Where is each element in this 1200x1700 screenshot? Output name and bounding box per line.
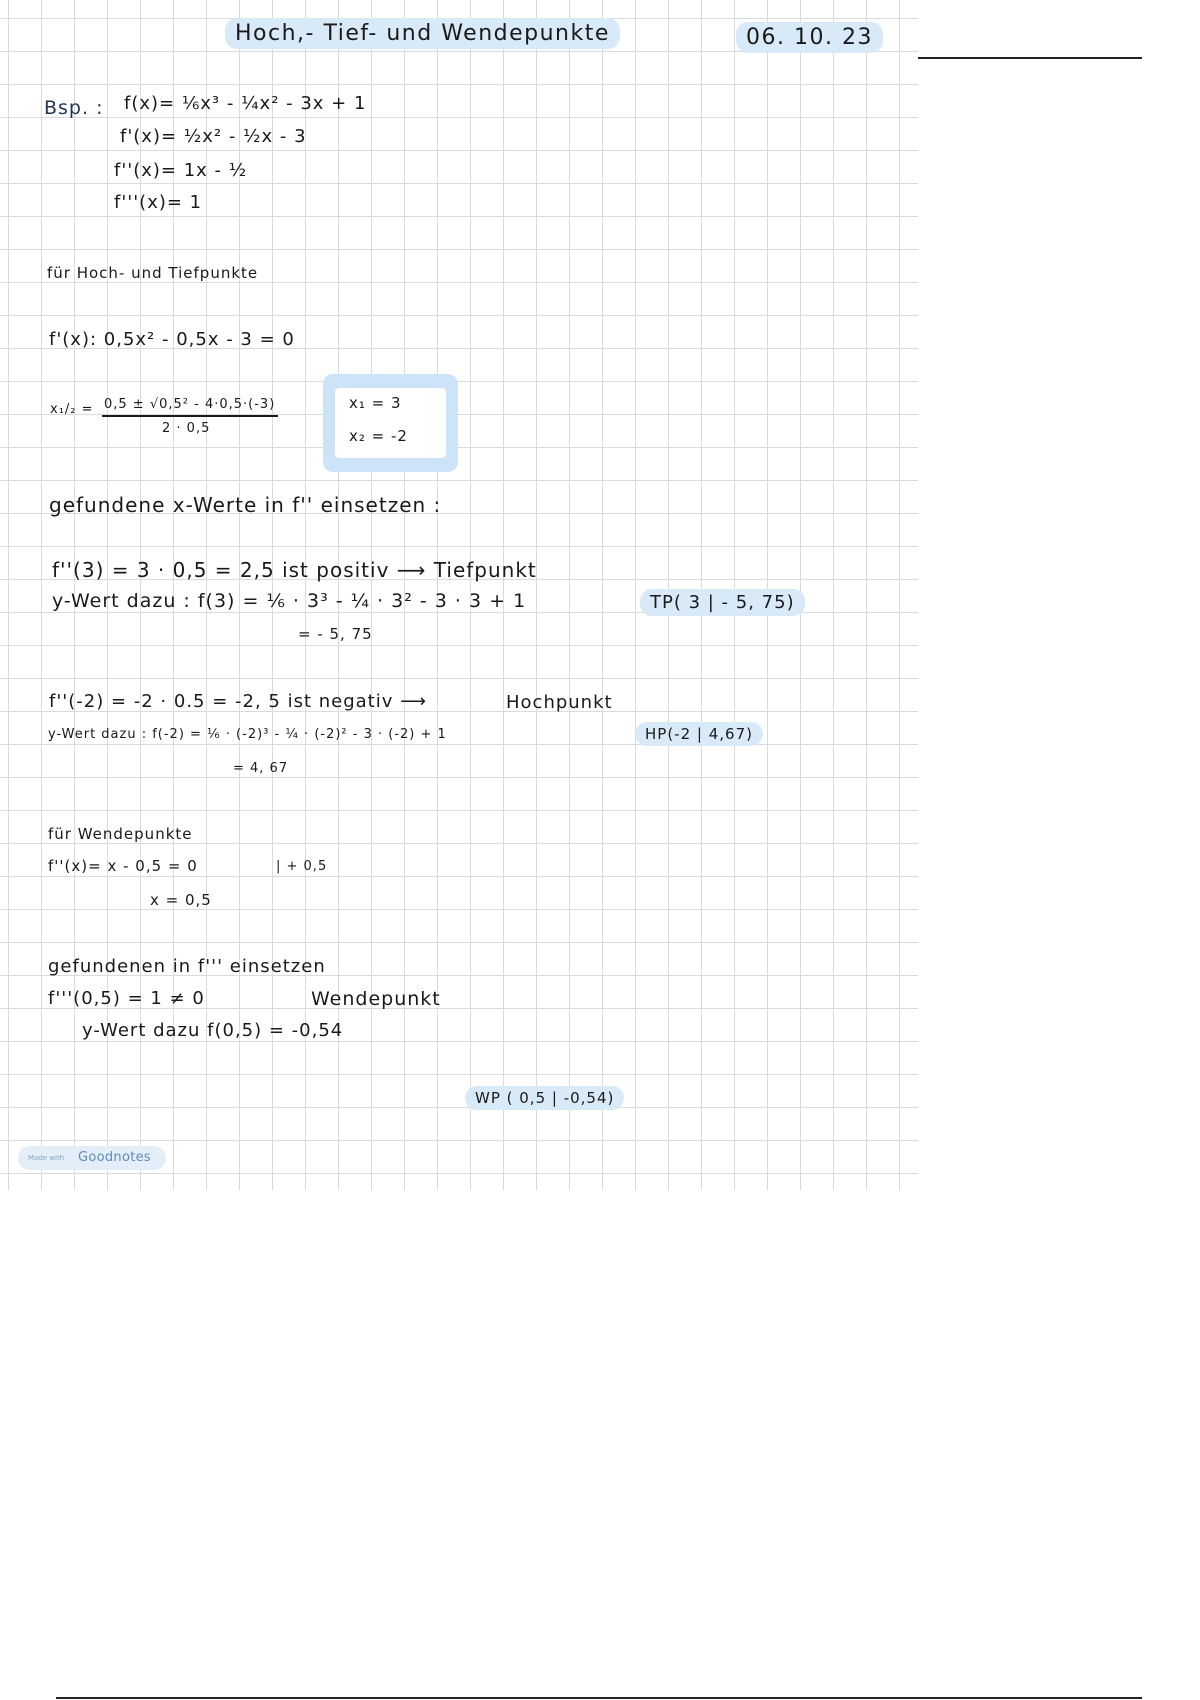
inflection-operation: | + 0,5 (276, 859, 328, 874)
hp-result-value: = 4, 67 (233, 761, 289, 776)
hp-label: Hochpunkt (506, 692, 613, 713)
extrema-equation: f'(x): 0,5x² - 0,5x - 3 = 0 (49, 329, 295, 350)
goodnotes-badge (18, 1146, 166, 1170)
solution-x2: x₂ = -2 (349, 427, 408, 445)
inflection-label: Wendepunkt (311, 988, 441, 1010)
tp-y-value: y-Wert dazu : f(3) = ⅙ · 3³ - ¼ · 3² - 3 · 3 + 1 (52, 590, 527, 612)
tp-result-highlight: TP( 3 | - 5, 75) (640, 589, 805, 616)
wp-result (465, 1091, 624, 1106)
tp-check: f''(3) = 3 · 0,5 = 2,5 ist positiv ⟶ Tiefpunkt (52, 558, 537, 582)
inflection-heading: für Wendepunkte (48, 825, 193, 843)
example-prefix: Bsp. : (44, 97, 104, 119)
solution-x1: x₁ = 3 (349, 394, 402, 412)
pq-numerator: 0,5 ± √0,5² - 4·0,5·(-3) (104, 397, 276, 412)
hp-result-highlight: HP(-2 | 4,67) (635, 722, 763, 746)
margin-rule-bottom (56, 1697, 1142, 1699)
fraction-line (102, 415, 278, 417)
derivative-f3: f'''(x)= 1 (114, 192, 203, 213)
pq-label: x₁/₂ = (50, 402, 94, 417)
wp-result-highlight: WP ( 0,5 | -0,54) (465, 1086, 624, 1110)
title-highlight: Hoch,- Tief- und Wendepunkte (225, 18, 620, 49)
inflection-insert: gefundenen in f''' einsetzen (48, 956, 326, 977)
hp-y-value: y-Wert dazu : f(-2) = ⅙ · (-2)³ - ¼ · (-2)² - 3 · (-2) + 1 (48, 727, 447, 742)
margin-rule-top (918, 57, 1142, 59)
page-title (225, 23, 620, 45)
solution-box-inner (335, 388, 446, 458)
brand-made-with: Made with (28, 1154, 65, 1162)
inflection-y-value: y-Wert dazu f(0,5) = -0,54 (82, 1020, 344, 1041)
solution-box (323, 374, 458, 472)
date-highlight: 06. 10. 23 (736, 22, 883, 53)
insert-instruction: gefundene x-Werte in f'' einsetzen : (49, 493, 442, 517)
pq-denominator: 2 · 0,5 (162, 421, 211, 436)
brand-name: Goodnotes (78, 1150, 151, 1165)
tp-result-value: = - 5, 75 (298, 625, 373, 643)
inflection-x: x = 0,5 (150, 891, 212, 909)
page-date (736, 27, 883, 49)
hp-result (635, 727, 763, 742)
derivative-f2: f''(x)= 1x - ½ (114, 160, 248, 181)
inflection-equation: f''(x)= x - 0,5 = 0 (48, 857, 198, 875)
function-f: f(x)= ⅙x³ - ¼x² - 3x + 1 (124, 93, 367, 114)
extrema-heading: für Hoch- und Tiefpunkte (47, 264, 259, 282)
inflection-check: f'''(0,5) = 1 ≠ 0 (48, 988, 205, 1009)
hp-check: f''(-2) = -2 · 0.5 = -2, 5 ist negativ ⟶ (49, 691, 427, 712)
derivative-f1: f'(x)= ½x² - ½x - 3 (120, 126, 307, 147)
tp-result (640, 594, 805, 612)
